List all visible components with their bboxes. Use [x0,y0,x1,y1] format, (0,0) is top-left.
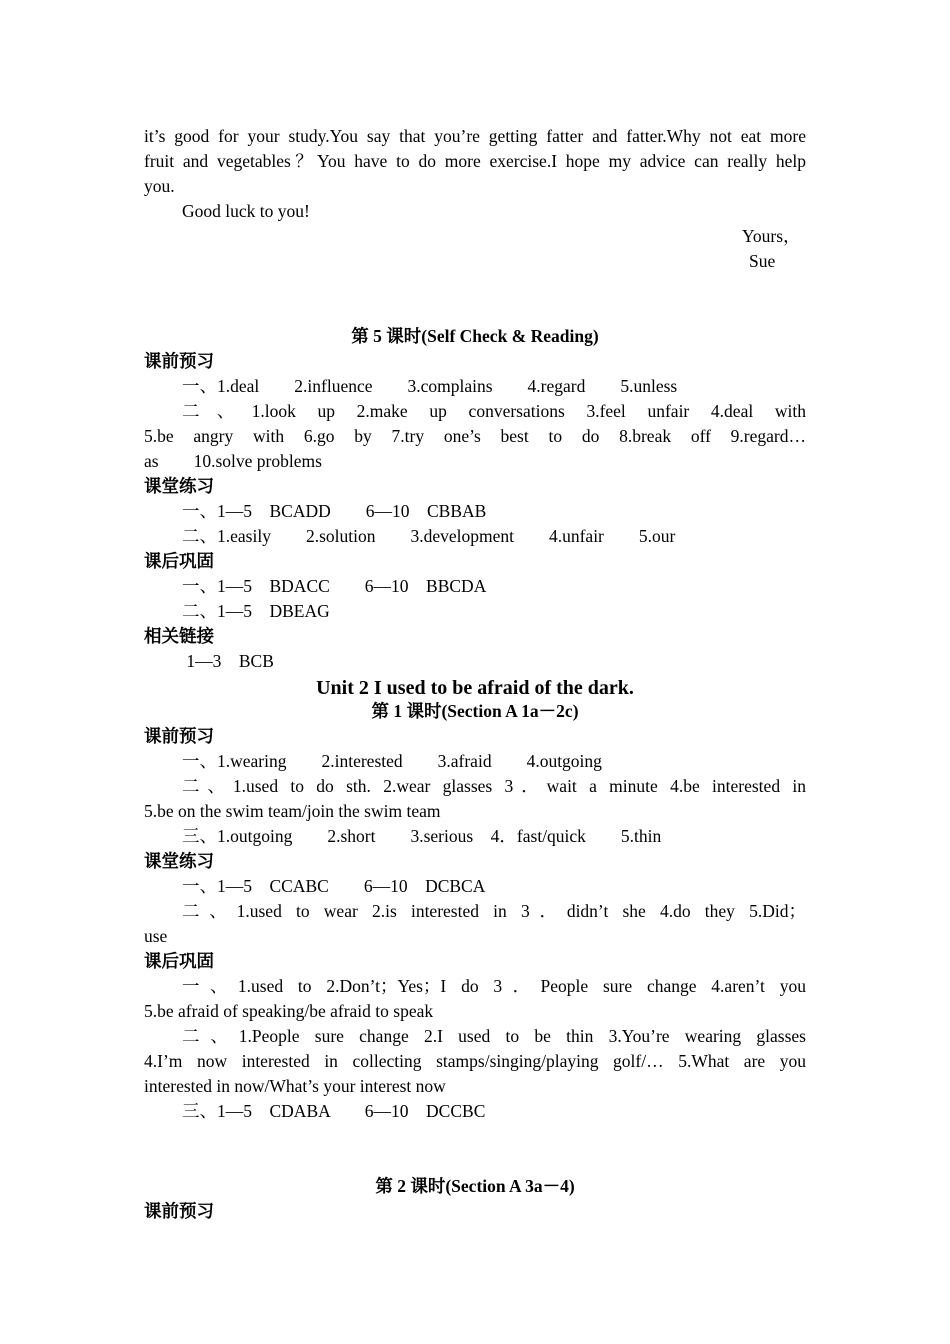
answer-line: 一、1.used to 2.Don’t；Yes；I do 3．People sure change 4.aren’t you [182,976,806,996]
answer-line: 一、1—5 BDACC 6—10 BBCDA [182,576,487,596]
answer-line: 二、1—5 DBEAG [182,601,330,621]
answer-line: 三、1—5 CDABA 6—10 DCCBC [182,1101,486,1121]
answer-line: 一、1—5 CCABC 6—10 DCBCA [182,876,486,896]
answer-line: 一、1.deal 2.influence 3.complains 4.regard 5.unless [182,376,678,396]
section-heading: 课堂练习 [144,851,214,871]
answer-line: 二、1.used to wear 2.is interested in 3．didn’t she 4.do they 5.Did； [182,901,806,921]
section-heading: 课堂练习 [144,476,214,496]
answer-line: 1—3 BCB [182,651,274,671]
answer-line: 5.be afraid of speaking/be afraid to speak [144,1001,434,1021]
letter-line: fruit and vegetables？You have to do more exercise.I hope my advice can really help [144,151,806,171]
lesson1-title: 第 1 课时(Section A 1a－2c) [371,701,579,721]
lesson2-title: 第 2 课时(Section A 3a－4) [375,1176,575,1196]
answer-line: 5.be on the swim team/join the swim team [144,801,441,821]
answer-line: 二、1.easily 2.solution 3.development 4.unfair 5.our [182,526,676,546]
letter-line: it’s good for your study.You say that you’re getting fatter and fatter.Why not eat more [144,126,806,146]
document-page [144,124,806,1224]
answer-line: 一、1—5 BCADD 6—10 CBBAB [182,501,487,521]
section-heading: 课后巩固 [144,951,214,971]
section-heading: 课后巩固 [144,551,214,571]
answer-line: interested in now/What’s your interest now [144,1076,446,1096]
letter-signature: Sue [749,251,776,271]
section-heading: 课前预习 [144,726,214,746]
letter-line: you. [144,176,175,196]
unit-title: Unit 2 I used to be afraid of the dark. [316,677,634,699]
answer-line: as 10.solve problems [144,451,322,471]
answer-line: 三、1.outgoing 2.short 3.serious 4．fast/quick 5.thin [182,826,662,846]
answer-line: 一、1.wearing 2.interested 3.afraid 4.outgoing [182,751,602,771]
answer-line: 二、1.used to do sth. 2.wear glasses 3．wait a minute 4.be interested in [182,776,806,796]
letter-good-luck: Good luck to you! [182,201,310,221]
answer-line: use [144,926,168,946]
section-heading: 课前预习 [144,1201,214,1221]
answer-line: 二、1.People sure change 2.I used to be thin 3.You’re wearing glasses [182,1026,806,1046]
answer-line: 4.I’m now interested in collecting stamps/singing/playing golf/… 5.What are you [144,1051,806,1071]
section-heading: 课前预习 [144,351,214,371]
section-heading: 相关链接 [144,626,214,646]
answer-line: 二、1.look up 2.make up conversations 3.feel unfair 4.deal with [182,401,806,421]
letter-closing: Yours， [742,226,801,246]
answer-line: 5.be angry with 6.go by 7.try one’s best to do 8.break off 9.regard… [144,426,806,446]
lesson5-title: 第 5 课时(Self Check & Reading) [351,326,599,346]
